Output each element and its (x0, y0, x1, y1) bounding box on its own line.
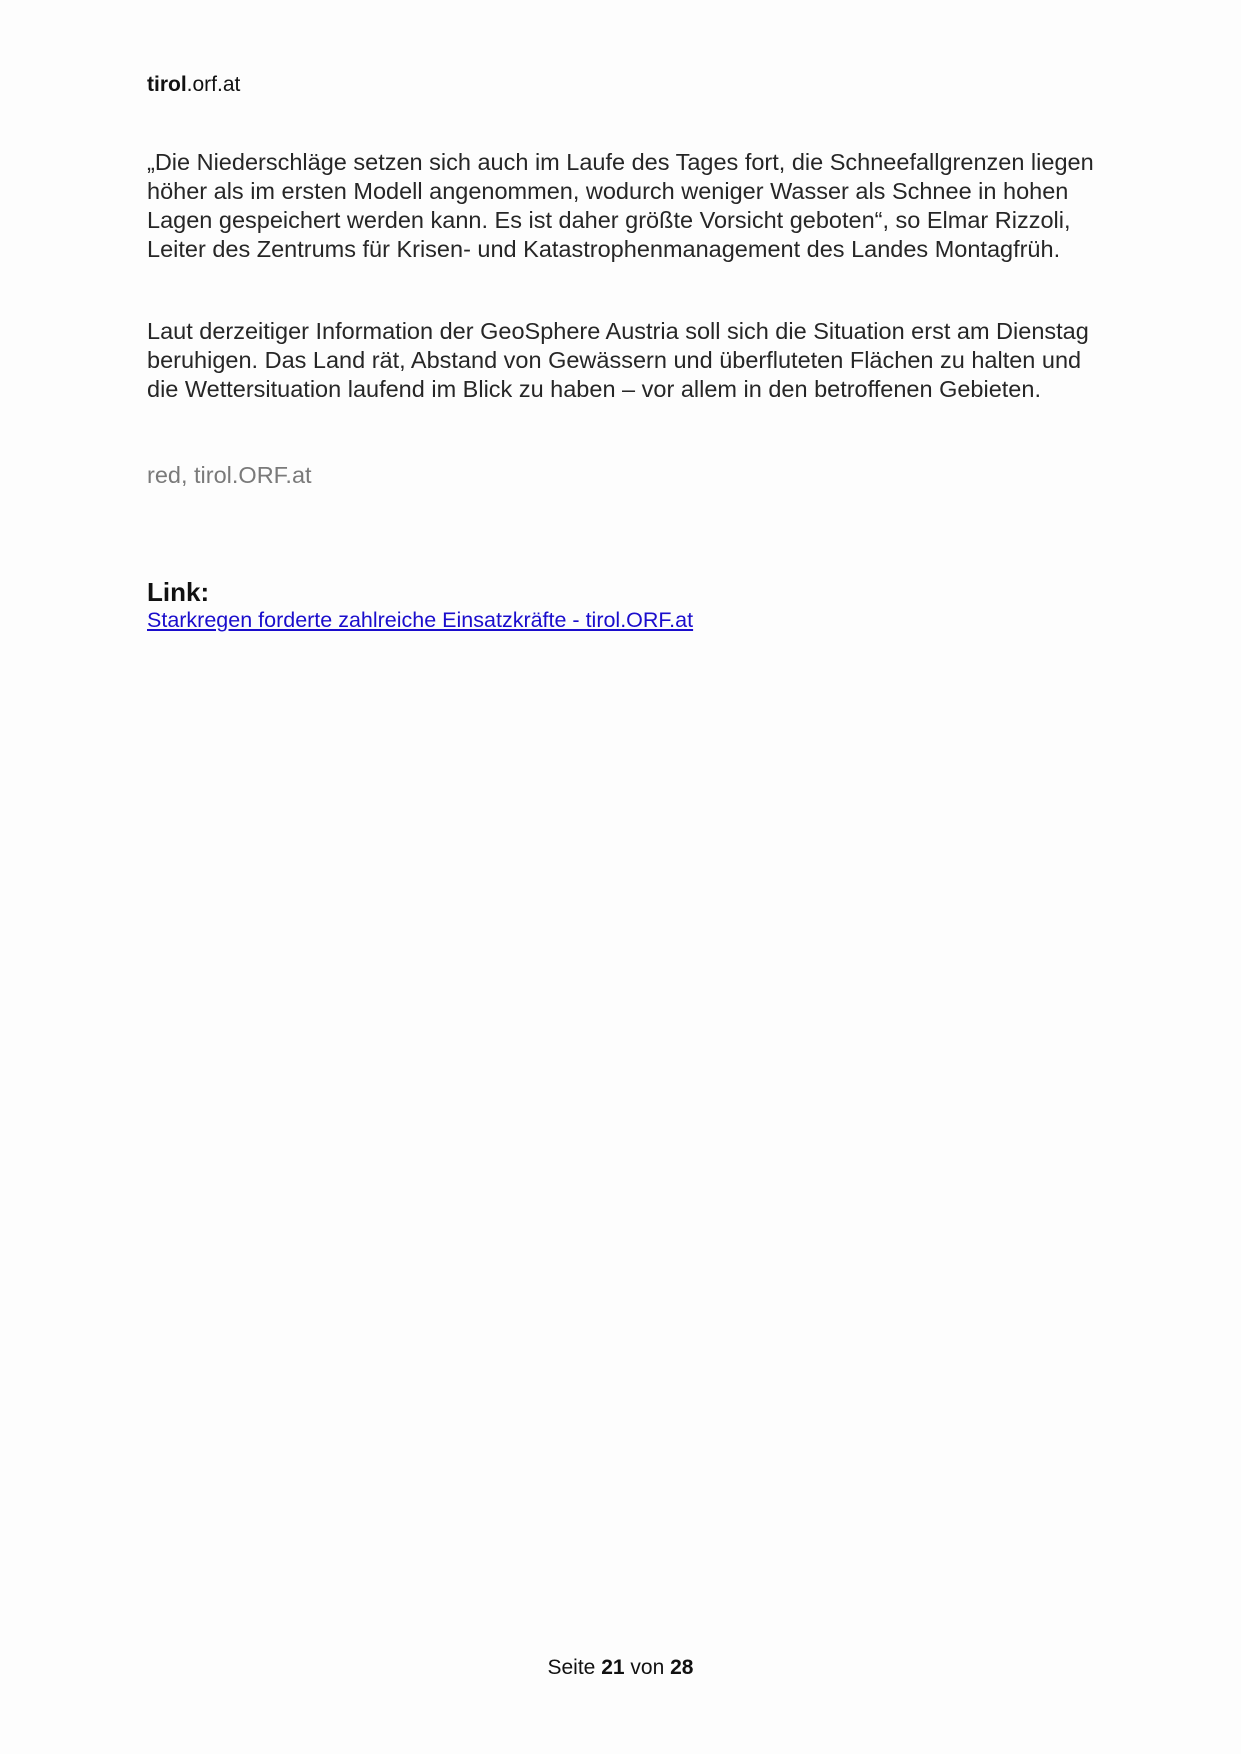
page-footer (0, 1655, 1241, 1681)
related-article-link[interactable]: Starkregen forderte zahlreiche Einsatzkräfte - tirol.ORF.at (147, 608, 694, 632)
site-header (147, 72, 240, 98)
page-separator: von (630, 1656, 665, 1679)
site-name-domain: .orf.at (186, 73, 241, 96)
article-paragraph-1: „Die Niederschläge setzen sich auch im Laufe des Tages fort, die Schneefallgrenzen liegen höher als im ersten Modell angenommen, wodurch weniger Wasser als Schnee in hohen Lagen gespeichert werden kann. Es ist daher größte Vorsicht geboten“, so Elmar Rizzoli, Leiter des Zentrums für Krisen- und Katastrophenmanagement des Landes Montagfrüh. (147, 149, 1094, 262)
article-credit: red, tirol.ORF.at (147, 462, 312, 488)
page-label: Seite (547, 1656, 596, 1679)
total-page-count: 28 (670, 1656, 694, 1679)
current-page-number: 21 (601, 1656, 625, 1679)
article-paragraph-2: Laut derzeitiger Information der GeoSphere Austria soll sich die Situation erst am Dienstag beruhigen. Das Land rät, Abstand von Gewässern und überfluteten Flächen zu halten und die Wettersituation laufend im Blick zu haben – vor allem in den betroffenen Gebieten. (147, 318, 1089, 402)
link-section-heading: Link: (147, 577, 210, 607)
site-name-bold: tirol (147, 73, 187, 96)
